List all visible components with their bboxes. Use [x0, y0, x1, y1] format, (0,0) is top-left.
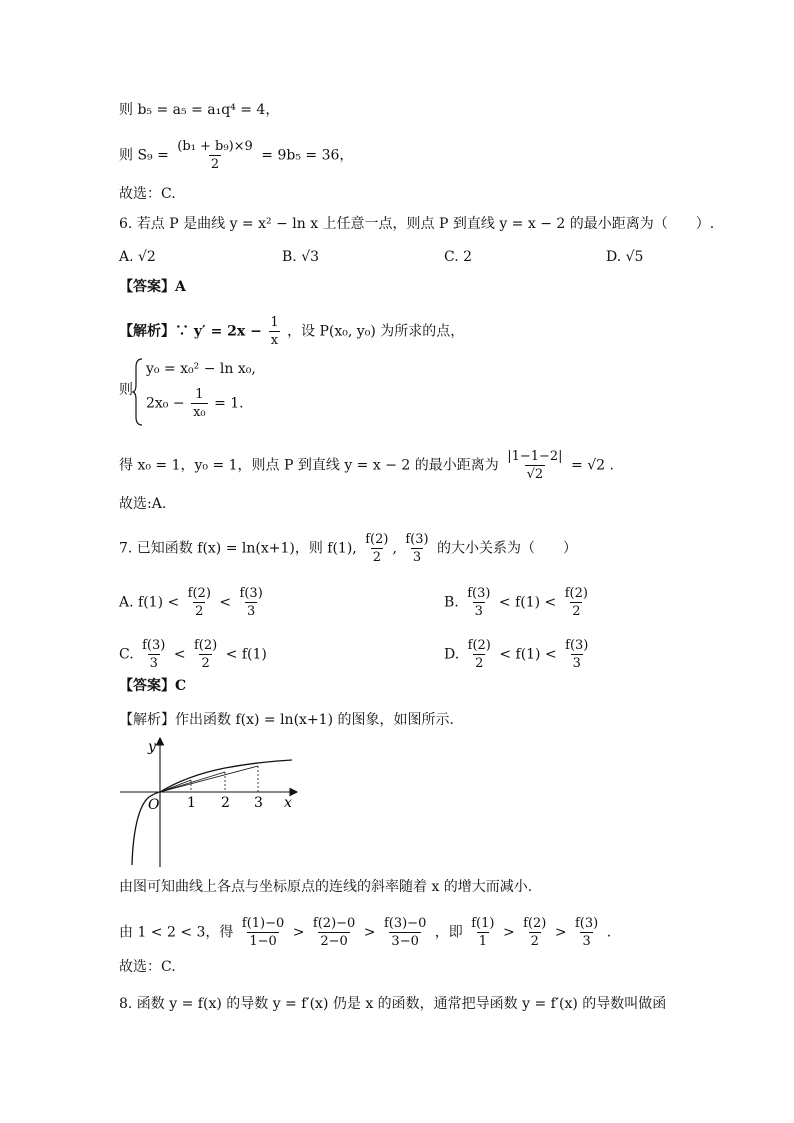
- fraction-numerator: f(2): [187, 586, 211, 601]
- q6-choose: 故选:A.: [119, 496, 167, 512]
- q7-option-c: [119, 637, 267, 672]
- option-c-frac2: [192, 637, 219, 672]
- y-axis-label: y: [148, 739, 156, 755]
- fraction-numerator: (b₁ + b₉)×9: [177, 139, 253, 154]
- fraction-numerator: |1−1−2|: [507, 449, 563, 464]
- fraction-numerator: f(3)−0: [383, 916, 427, 931]
- eq2-fraction: [191, 386, 208, 421]
- fraction-numerator: f(2): [194, 638, 218, 653]
- q6-analysis-suffix: ，设 P(x₀, y₀) 为所求的点，: [287, 323, 465, 340]
- tick-label-3: 3: [254, 795, 263, 811]
- q7-choose: 故选：C.: [119, 959, 176, 975]
- fraction-denominator: x₀: [193, 405, 206, 420]
- ln-graph: [112, 735, 302, 869]
- fraction-denominator: 1: [478, 934, 487, 949]
- fraction-numerator: f(2): [564, 586, 588, 601]
- fraction-denominator: 2: [201, 656, 210, 671]
- fraction-denominator: 3−0: [391, 934, 419, 949]
- q5-line-s9: [119, 138, 353, 173]
- q7-answer: 【答案】C: [119, 678, 187, 694]
- distance-fraction: [505, 448, 564, 483]
- q7-stem-suffix: 的大小关系为（ ）: [437, 540, 578, 557]
- gt-sign: >: [502, 924, 515, 941]
- gt-sign: >: [554, 924, 567, 941]
- fraction-denominator: 2−0: [320, 934, 348, 949]
- q6-answer: 【答案】A: [119, 279, 186, 295]
- fraction-denominator: 2: [372, 550, 381, 565]
- q6-option-c: C. 2: [444, 249, 473, 265]
- fraction-numerator: f(1)−0: [241, 916, 285, 931]
- fraction-denominator: 3: [412, 550, 422, 565]
- x-axis-label: x: [284, 795, 292, 811]
- frac-f3-3: [403, 531, 430, 566]
- fraction-denominator: 3: [572, 656, 581, 671]
- q5-line-b5: 则 b₅ = a₅ = a₁q⁴ = 4，: [119, 102, 280, 118]
- eq2-suffix: = 1.: [214, 395, 244, 412]
- fraction-numerator: f(3): [142, 638, 166, 653]
- chord-3: [160, 766, 258, 792]
- q6-analysis: [119, 314, 464, 349]
- q7-analysis: 【解析】作出函数 f(x) = ln(x+1) 的图象，如图所示.: [119, 712, 454, 728]
- ineq-ji: ，即: [434, 924, 463, 941]
- fraction-numerator: f(2): [523, 916, 547, 931]
- option-c-post: < f(1): [225, 646, 267, 663]
- option-d-frac2: [563, 637, 590, 672]
- ineq-frac-3: [382, 915, 428, 950]
- fraction-denominator: 2: [475, 656, 484, 671]
- ineq-frac-1: [240, 915, 286, 950]
- fraction-denominator: 2: [195, 604, 204, 619]
- option-a-frac2: [238, 585, 265, 620]
- q6-system-eq1: y₀ = x₀² − ln x₀,: [146, 361, 256, 377]
- fraction-denominator: x: [270, 333, 279, 348]
- s9-prefix: 则 S₉ =: [119, 147, 169, 164]
- ineq-prefix: 由 1 < 2 < 3，得: [119, 924, 234, 941]
- fraction-denominator: 3: [582, 934, 591, 949]
- tick-label-2: 2: [221, 795, 230, 811]
- option-b-frac2: [563, 585, 590, 620]
- fraction-denominator: 3: [247, 604, 256, 619]
- fraction-numerator: f(2)−0: [312, 916, 356, 931]
- q7-option-d: [444, 637, 592, 672]
- fraction-numerator: f(1): [471, 916, 495, 931]
- tick-label-1: 1: [187, 795, 196, 811]
- q7-option-a: [119, 585, 267, 620]
- s9-suffix: = 9b₅ = 36，: [261, 147, 354, 164]
- q8-stem: 8. 函数 y = f(x) 的导数 y = f′(x) 仍是 x 的函数，通常把导函数 y = f′(x) 的导数叫做函: [119, 996, 667, 1012]
- q6-option-b: B. √3: [282, 249, 320, 265]
- fraction-denominator: 2: [210, 157, 220, 172]
- system-brace: [132, 357, 144, 427]
- q6-derivative-fraction: [268, 314, 280, 349]
- frac-f2-2: [363, 531, 390, 566]
- fraction-numerator: f(3): [239, 586, 263, 601]
- q5-choose: 故选：C.: [119, 186, 176, 202]
- option-label: C.: [119, 646, 134, 663]
- option-label: B.: [444, 594, 459, 611]
- fraction-numerator: 1: [195, 387, 204, 402]
- q6-system-eq2: [146, 386, 244, 421]
- fraction-denominator: 3: [474, 604, 483, 619]
- fraction-numerator: f(3): [575, 916, 599, 931]
- option-c-frac1: [140, 637, 167, 672]
- fraction-denominator: 1−0: [249, 934, 277, 949]
- q6-ze: 则: [119, 382, 133, 398]
- fraction-numerator: f(3): [405, 532, 429, 547]
- gt-sign: >: [292, 924, 305, 941]
- option-a-frac1: [186, 585, 213, 620]
- q6-analysis-prefix: 【解析】∵ y′ = 2x −: [119, 323, 262, 340]
- q7-stem-prefix: 7. 已知函数 f(x) = ln(x+1)，则 f(1),: [119, 540, 357, 557]
- result-prefix: 得 x₀ = 1，y₀ = 1，则点 P 到直线 y = x − 2 的最小距离为: [119, 457, 499, 474]
- q6-result: [119, 448, 614, 483]
- ineq-period: .: [606, 924, 612, 941]
- option-b-mid: < f(1) <: [498, 594, 557, 611]
- eq2-prefix: 2x₀ −: [146, 395, 185, 412]
- gt-sign: >: [363, 924, 376, 941]
- fraction-denominator: √2: [526, 467, 544, 482]
- q7-stem: 7. 已知函数 f(x) = ln(x+1)，则 f(1), $\frac{f(2)}{2}$ , $\frac{f(3)}{3}$ 的大小关系为（ ）: [119, 532, 578, 565]
- fraction-denominator: 2: [572, 604, 581, 619]
- fraction-numerator: f(3): [467, 586, 491, 601]
- fraction-denominator: 3: [149, 656, 158, 671]
- option-a-pre: f(1) <: [138, 594, 180, 611]
- s9-fraction: [175, 138, 255, 173]
- option-a-mid: <: [219, 594, 232, 611]
- option-label: A.: [119, 594, 134, 611]
- option-d-frac1: [466, 637, 493, 672]
- q6-option-a: A. √2: [119, 249, 156, 265]
- result-suffix: = √2 .: [571, 457, 614, 474]
- q6-option-d: D. √5: [606, 249, 644, 265]
- ineq-frac-5: [521, 915, 548, 950]
- q6-stem: 6. 若点 P 是曲线 y = x² − ln x 上任意一点，则点 P 到直线 y = x − 2 的最小距离为（ ）.: [119, 216, 715, 232]
- ineq-frac-2: [311, 915, 357, 950]
- q7-observation: 由图可知曲线上各点与坐标原点的连线的斜率随着 x 的增大而减小.: [119, 879, 533, 895]
- q7-option-b: [444, 585, 592, 620]
- fraction-numerator: f(2): [467, 638, 491, 653]
- fraction-denominator: 2: [530, 934, 539, 949]
- origin-label: O: [148, 797, 160, 813]
- fraction-numerator: 1: [270, 315, 279, 330]
- ineq-frac-6: [573, 915, 600, 950]
- q7-inequality: [119, 915, 611, 950]
- option-b-frac1: [465, 585, 492, 620]
- option-c-mid: <: [173, 646, 186, 663]
- fraction-numerator: f(2): [365, 532, 389, 547]
- option-d-mid: < f(1) <: [499, 646, 557, 663]
- ineq-frac-4: [469, 915, 496, 950]
- fraction-numerator: f(3): [565, 638, 589, 653]
- option-label: D.: [444, 646, 460, 663]
